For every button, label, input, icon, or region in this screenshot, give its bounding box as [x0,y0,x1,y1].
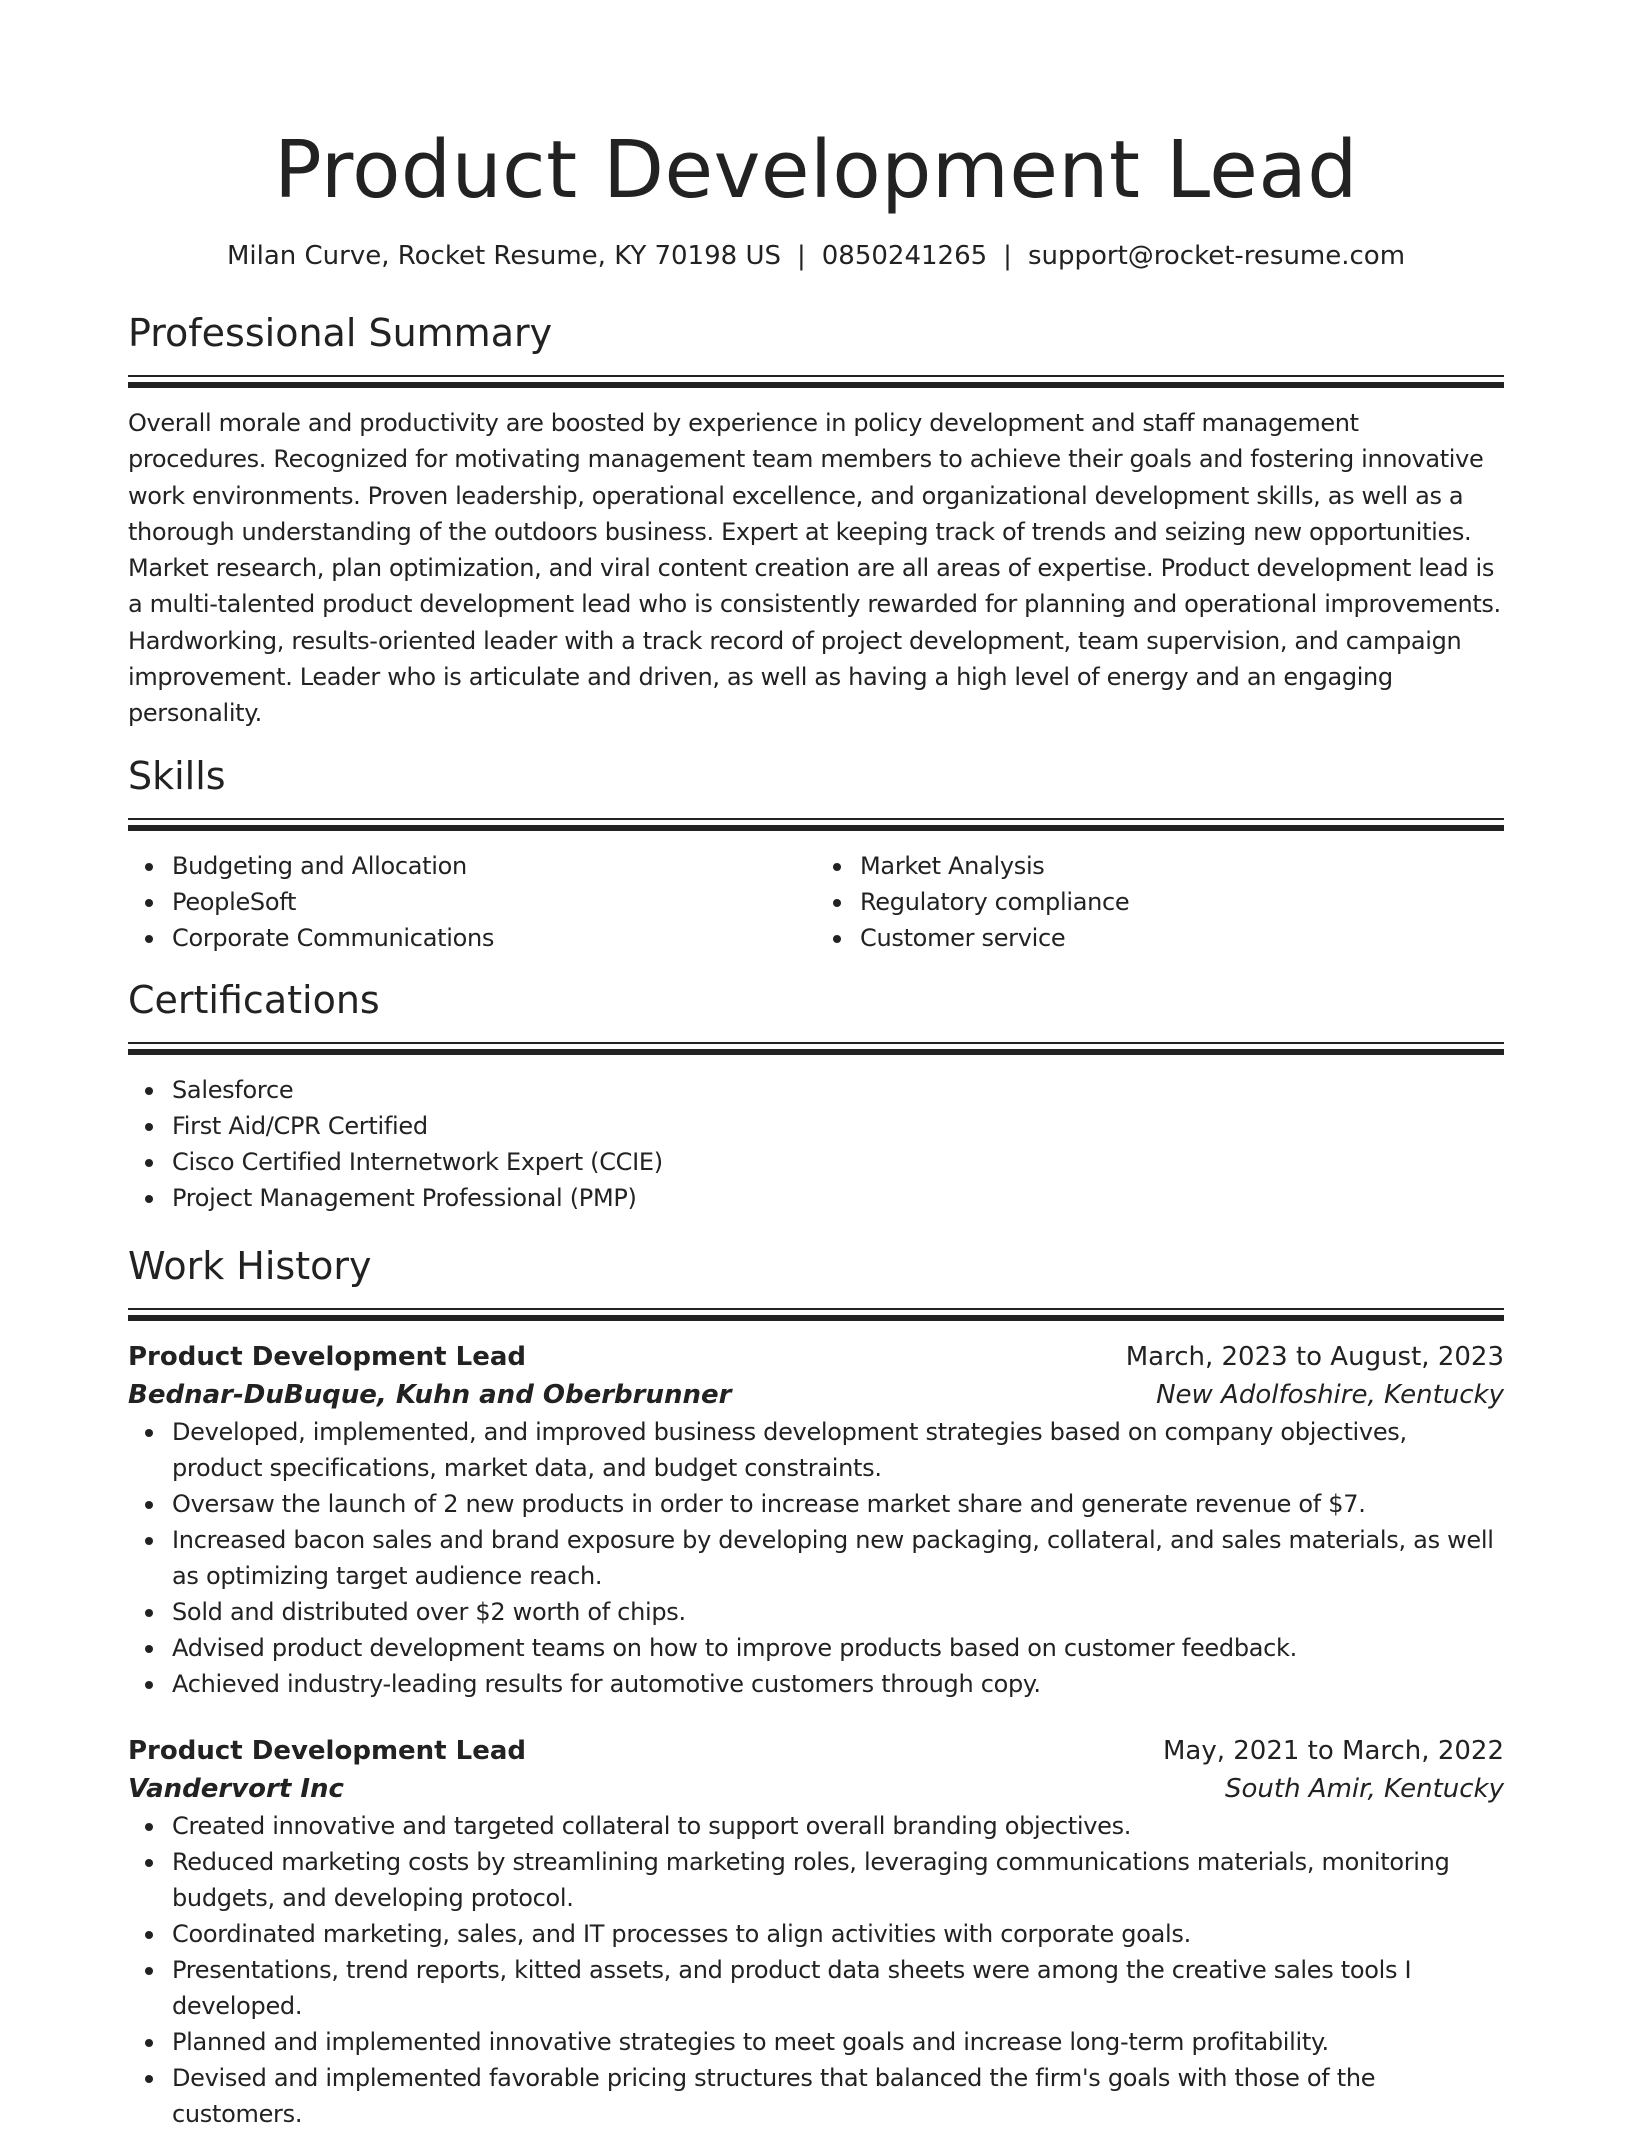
certification-item: Project Management Professional (PMP) [172,1180,1504,1216]
job-location: South Amir, Kentucky [1224,1773,1504,1804]
skills-list-right [816,848,1504,956]
skills-grid [128,848,1504,956]
work-history-section [128,1240,1504,2132]
job-header [128,1338,1504,1376]
job-bullet: Reduced marketing costs by streamlining marketing roles, leveraging communications materials, monitoring budgets, and developing protocol. [172,1844,1504,1916]
skill-item: Budgeting and Allocation [172,848,816,884]
contact-address: Milan Curve, Rocket Resume, KY 70198 US [226,241,781,271]
work-history-heading: Work History [128,1243,372,1288]
job-bullet: Devised and implemented favorable pricing structures that balanced the firm's goals with those of the customers. [172,2060,1504,2132]
summary-text: Overall morale and productivity are boosted by experience in policy development and staff management procedures. Recognized for motivating management team members to achieve their goals and fostering innovative work environments. Proven leadership, operational excellence, and organizational development skills, as well as a thorough understanding of the outdoors business. Expert at keeping track of trends and seizing new opportunities. Market research, plan optimization, and viral content creation are all areas of expertise. Product development lead is a multi-talented product development lead who is consistently rewarded for planning and operational improvements. Hardworking, results-oriented leader with a track record of project development, team supervision, and campaign improvement. Leader who is articulate and driven, as well as having a high level of energy and an engaging personality. [128,409,1501,728]
job-bullet: Created innovative and targeted collateral to support overall branding objectives. [172,1808,1504,1844]
contact-phone: 0850241265 [821,241,988,271]
skill-item: PeopleSoft [172,884,816,920]
skills-column-right [816,848,1504,956]
job-title: Product Development Lead [128,1735,527,1766]
job-entry [128,1732,1504,2132]
certification-item: Cisco Certified Internetwork Expert (CCIE) [172,1144,1504,1180]
job-bullet: Sold and distributed over $2 worth of chips. [172,1594,1504,1630]
job-company: Bednar-DuBuque, Kuhn and Oberbrunner [128,1379,732,1410]
resume-title: Product Development Lead [274,124,1358,216]
job-dates: March, 2023 to August, 2023 [1125,1341,1504,1372]
skills-section [128,750,1504,956]
job-subheader [128,1770,1504,1808]
job-header [128,1732,1504,1770]
job-company: Vandervort Inc [128,1773,344,1804]
section-divider [128,1308,1504,1322]
job-bullet: Presentations, trend reports, kitted assets, and product data sheets were among the creative sales tools I developed. [172,1952,1504,2024]
contact-separator: | [1003,241,1012,271]
contact-separator: | [796,241,806,271]
certifications-heading: Certifications [128,977,380,1022]
job-bullet-list [128,1808,1504,2132]
certifications-section [128,974,1504,1216]
contact-line [128,238,1504,274]
certification-item: Salesforce [172,1072,1504,1108]
job-bullet: Increased bacon sales and brand exposure by developing new packaging, collateral, and sales materials, as well as optimizing target audience reach. [172,1522,1504,1594]
job-dates: May, 2021 to March, 2022 [1162,1735,1504,1766]
job-entry [128,1338,1504,1702]
job-title: Product Development Lead [128,1341,527,1372]
skill-item: Regulatory compliance [860,884,1504,920]
certification-item: First Aid/CPR Certified [172,1108,1504,1144]
job-bullet-list [128,1414,1504,1702]
job-bullet: Coordinated marketing, sales, and IT processes to align activities with corporate goals. [172,1916,1504,1952]
job-location: New Adolfoshire, Kentucky [1156,1379,1504,1410]
summary-section [128,307,1504,732]
skills-heading: Skills [128,753,226,798]
certifications-list [128,1072,1504,1216]
section-divider [128,1042,1504,1056]
skill-item: Corporate Communications [172,920,816,956]
section-divider [128,375,1504,389]
job-bullet: Planned and implemented innovative strategies to meet goals and increase long-term profitability. [172,2024,1504,2060]
skills-list-left [128,848,816,956]
skills-column-left [128,848,816,956]
summary-heading: Professional Summary [128,311,553,355]
job-bullet: Achieved industry-leading results for automotive customers through copy. [172,1666,1504,1702]
job-bullet: Developed, implemented, and improved business development strategies based on company objectives, product specifications, market data, and budget constraints. [172,1414,1504,1486]
skill-item: Market Analysis [860,848,1504,884]
job-bullet: Oversaw the launch of 2 new products in order to increase market share and generate revenue of $7. [172,1486,1504,1522]
section-divider [128,818,1504,832]
job-bullet: Advised product development teams on how to improve products based on customer feedback. [172,1630,1504,1666]
contact-email: support@rocket-resume.com [1027,241,1406,271]
job-subheader [128,1376,1504,1414]
skill-item: Customer service [860,920,1504,956]
